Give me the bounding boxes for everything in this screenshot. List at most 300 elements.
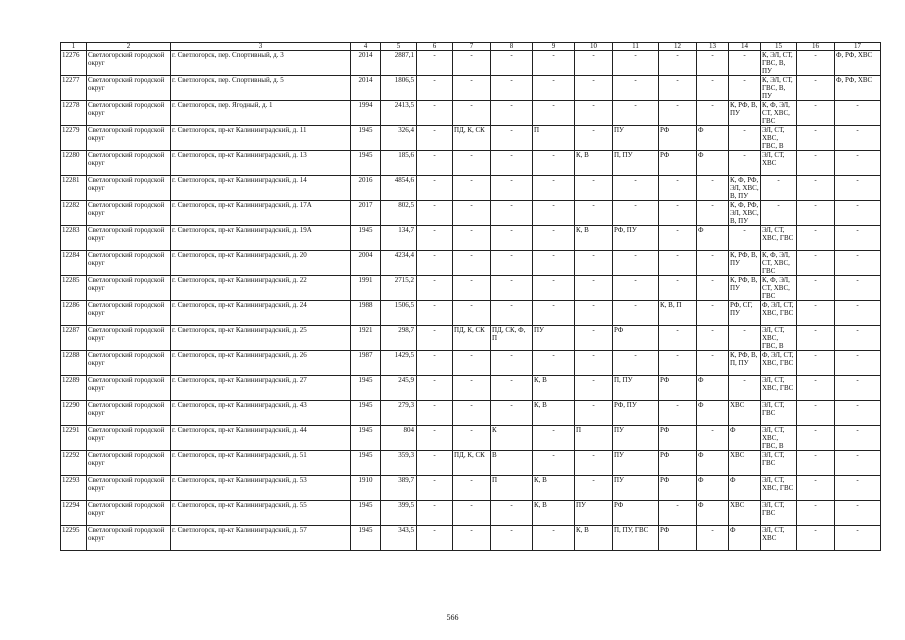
table-cell: 12282 xyxy=(61,201,87,226)
table-cell: РФ xyxy=(659,151,697,176)
table-cell: - xyxy=(491,76,533,101)
table-cell: К, Ф, РФ, ЭЛ, ХВС, В, ПУ xyxy=(730,176,759,200)
table-row xyxy=(61,376,881,401)
table-cell: Светлогорский городской округ xyxy=(87,176,171,201)
table-cell: 2016 xyxy=(351,176,381,201)
table-cell: К, В xyxy=(533,476,575,501)
table-cell: - xyxy=(533,526,575,551)
table-cell: ХВС xyxy=(729,451,761,476)
table-cell: - xyxy=(417,501,453,526)
table-row xyxy=(61,151,881,176)
table-cell: г. Светлогорск, пр-кт Калининградский, д. 19А xyxy=(171,226,351,251)
table-cell: - xyxy=(533,176,575,201)
table-cell: РФ, ПУ xyxy=(613,401,659,426)
table-cell: 1945 xyxy=(351,401,381,426)
table-cell: - xyxy=(575,351,613,376)
table-cell: РФ xyxy=(659,126,697,151)
column-header-1: 1 xyxy=(61,43,87,51)
table-cell: - xyxy=(491,401,533,426)
table-cell: ХВС xyxy=(729,501,761,526)
table-cell: ПД, СК, Ф, П xyxy=(491,326,533,351)
table-cell: - xyxy=(797,351,835,376)
table-cell: - xyxy=(417,526,453,551)
table-cell: - xyxy=(491,301,533,326)
table-cell: - xyxy=(613,276,659,301)
table-cell: 12277 xyxy=(61,76,87,101)
table-cell: - xyxy=(575,126,613,151)
table-cell: - xyxy=(659,176,697,201)
table-cell: Ф xyxy=(697,501,729,526)
table-cell: Светлогорский городской округ xyxy=(87,126,171,151)
table-cell: - xyxy=(697,51,729,76)
table-cell: 2004 xyxy=(351,251,381,276)
table-cell: К, Ф, ЭЛ, СТ, ХВС, ГВС xyxy=(761,276,797,301)
table-cell: К, РФ, В, П, ПУ xyxy=(729,351,761,376)
table-row xyxy=(61,451,881,476)
table-cell: К, В xyxy=(575,151,613,176)
column-header-12: 12 xyxy=(659,43,697,51)
table-cell: - xyxy=(417,426,453,451)
table-cell: Светлогорский городской округ xyxy=(87,51,171,76)
table-cell: Светлогорский городской округ xyxy=(87,501,171,526)
table-cell: РФ xyxy=(613,501,659,526)
table-cell: - xyxy=(797,226,835,251)
table-cell: 2017 xyxy=(351,201,381,226)
column-header-10: 10 xyxy=(575,43,613,51)
table-cell: 2715,2 xyxy=(381,276,417,301)
table-cell: - xyxy=(453,401,491,426)
table-cell: ПУ xyxy=(613,476,659,501)
table-cell: - xyxy=(835,276,881,301)
table-cell: - xyxy=(835,351,881,376)
table-cell: К, ЭЛ, СТ, ГВС, В, ПУ xyxy=(761,51,797,76)
table-row xyxy=(61,351,881,376)
table-cell: 1921 xyxy=(351,326,381,351)
table-cell: - xyxy=(659,101,697,126)
table-cell: - xyxy=(453,426,491,451)
table-cell: 134,7 xyxy=(381,226,417,251)
table-cell: К, В xyxy=(533,501,575,526)
table-cell: К, В, П xyxy=(659,301,697,326)
table-cell: - xyxy=(797,476,835,501)
table-cell: 298,7 xyxy=(381,326,417,351)
table-cell: - xyxy=(835,476,881,501)
table-cell: РФ, ПУ xyxy=(613,226,659,251)
table-cell: К, В xyxy=(533,401,575,426)
table-cell: Светлогорский городской округ xyxy=(87,476,171,501)
table-cell: - xyxy=(659,351,697,376)
table-cell: - xyxy=(533,51,575,76)
table-cell: - xyxy=(613,301,659,326)
table-cell: - xyxy=(697,76,729,101)
table-cell: г. Светлогорск, пр-кт Калининградский, д. 44 xyxy=(171,426,351,451)
table-cell: г. Светлогорск, пр-кт Калининградский, д. 11 xyxy=(171,126,351,151)
table-cell: - xyxy=(491,276,533,301)
table-cell: - xyxy=(613,76,659,101)
table-cell: г. Светлогорск, пр-кт Калининградский, д. 43 xyxy=(171,401,351,426)
table-cell: - xyxy=(797,101,835,126)
table-cell: РФ xyxy=(659,451,697,476)
column-header-11: 11 xyxy=(613,43,659,51)
table-cell: Светлогорский городской округ xyxy=(87,376,171,401)
table-cell: - xyxy=(533,451,575,476)
table-cell: - xyxy=(453,276,491,301)
table-cell: - xyxy=(659,501,697,526)
table-row xyxy=(61,126,881,151)
table-cell: - xyxy=(797,251,835,276)
table-cell: 12288 xyxy=(61,351,87,376)
table-cell: К, РФ, В, ПУ xyxy=(729,251,761,276)
table-cell: Светлогорский городской округ xyxy=(87,451,171,476)
page-number: 566 xyxy=(446,613,459,622)
table-cell: - xyxy=(659,251,697,276)
table-cell: - xyxy=(697,201,729,226)
table-cell: 4854,6 xyxy=(381,176,417,201)
table-cell: 12292 xyxy=(61,451,87,476)
table-cell: - xyxy=(491,151,533,176)
table-cell: - xyxy=(575,101,613,126)
table-cell: - xyxy=(491,176,533,201)
table-cell: - xyxy=(533,351,575,376)
table-cell: Светлогорский городской округ xyxy=(87,151,171,176)
table-cell: г. Светлогорск, пр-кт Калининградский, д. 20 xyxy=(171,251,351,276)
table-cell: г. Светлогорск, пр-кт Калининградский, д. 57 xyxy=(171,526,351,551)
table-cell: - xyxy=(729,226,761,251)
table-cell: - xyxy=(835,251,881,276)
table-cell: - xyxy=(697,276,729,301)
table-cell: 1945 xyxy=(351,426,381,451)
table-cell: П, ПУ, ГВС xyxy=(613,526,659,551)
table-cell: Светлогорский городской округ xyxy=(87,76,171,101)
table-cell: - xyxy=(797,376,835,401)
table-cell: Светлогорский городской округ xyxy=(87,426,171,451)
table-cell: - xyxy=(417,326,453,351)
table-cell: - xyxy=(797,126,835,151)
table-cell: Ф xyxy=(697,451,729,476)
table-cell: ХВС xyxy=(729,401,761,426)
table-cell: 12286 xyxy=(61,301,87,326)
table-cell: 399,5 xyxy=(381,501,417,526)
table-cell: ЭЛ, СТ, ХВС, ГВС xyxy=(761,476,797,501)
column-header-15: 15 xyxy=(761,43,797,51)
table-cell: ЭЛ, СТ, ГВС xyxy=(761,451,797,476)
table-cell: г. Светлогорск, пр-кт Калининградский, д. 25 xyxy=(171,326,351,351)
table-row xyxy=(61,326,881,351)
column-header-14: 14 xyxy=(729,43,761,51)
table-cell: - xyxy=(835,151,881,176)
table-cell: П xyxy=(491,476,533,501)
table-cell: - xyxy=(797,76,835,101)
table-cell: - xyxy=(797,526,835,551)
table-cell: г. Светлогорск, пр-кт Калининградский, д. 27 xyxy=(171,376,351,401)
table-cell: - xyxy=(835,426,881,451)
table-cell: г. Светлогорск, пр-кт Калининградский, д. 51 xyxy=(171,451,351,476)
column-header-16: 16 xyxy=(797,43,835,51)
table-cell: г. Светлогорск, пер. Спортивный, д. 5 xyxy=(171,76,351,101)
table-cell: ПУ xyxy=(533,326,575,351)
register-table xyxy=(60,42,881,551)
table-cell: - xyxy=(453,101,491,126)
table-cell: - xyxy=(491,351,533,376)
table-cell: - xyxy=(533,426,575,451)
table-cell: - xyxy=(575,251,613,276)
table-cell: Светлогорский городской округ xyxy=(87,526,171,551)
table-cell: - xyxy=(797,401,835,426)
table-cell: - xyxy=(453,51,491,76)
table-cell: - xyxy=(697,426,729,451)
table-cell: - xyxy=(835,401,881,426)
table-cell: г. Светлогорск, пр-кт Калининградский, д. 22 xyxy=(171,276,351,301)
table-cell: - xyxy=(729,151,761,176)
table-cell: Ф xyxy=(729,476,761,501)
table-cell: 12279 xyxy=(61,126,87,151)
table-cell: 802,5 xyxy=(381,201,417,226)
table-cell: - xyxy=(797,201,835,226)
table-cell: - xyxy=(417,251,453,276)
table-cell: - xyxy=(797,176,835,201)
table-cell: - xyxy=(659,76,697,101)
table-cell: - xyxy=(797,326,835,351)
table-cell: - xyxy=(797,501,835,526)
table-row xyxy=(61,201,881,226)
table-row xyxy=(61,51,881,76)
table-cell: 12295 xyxy=(61,526,87,551)
table-row xyxy=(61,501,881,526)
table-cell: 2014 xyxy=(351,51,381,76)
table-cell: - xyxy=(417,51,453,76)
column-header-8: 8 xyxy=(491,43,533,51)
table-cell: - xyxy=(453,201,491,226)
table-cell: 12281 xyxy=(61,176,87,201)
table-cell: 1506,5 xyxy=(381,301,417,326)
table-cell: РФ xyxy=(659,526,697,551)
table-cell: - xyxy=(453,151,491,176)
table-cell: - xyxy=(797,276,835,301)
table-cell: - xyxy=(835,201,881,226)
table-cell: 12290 xyxy=(61,401,87,426)
table-cell: ПУ xyxy=(613,426,659,451)
table-cell: - xyxy=(697,326,729,351)
table-cell: Ф xyxy=(697,476,729,501)
table-cell: г. Светлогорск, пер. Спортивный, д. 3 xyxy=(171,51,351,76)
table-cell: - xyxy=(533,151,575,176)
table-cell: - xyxy=(453,226,491,251)
table-cell: 804 xyxy=(381,426,417,451)
table-cell: ПУ xyxy=(613,126,659,151)
table-cell: - xyxy=(697,526,729,551)
table-cell: - xyxy=(417,101,453,126)
table-cell: Ф xyxy=(697,126,729,151)
table-cell: 343,5 xyxy=(381,526,417,551)
table-cell: 1991 xyxy=(351,276,381,301)
table-cell: - xyxy=(659,226,697,251)
table-cell: - xyxy=(533,301,575,326)
table-cell: - xyxy=(613,201,659,226)
table-cell: - xyxy=(729,326,761,351)
column-header-4: 4 xyxy=(351,43,381,51)
table-cell: 1429,5 xyxy=(381,351,417,376)
table-cell: - xyxy=(761,176,797,201)
table-cell: - xyxy=(575,376,613,401)
table-cell: - xyxy=(697,176,729,201)
column-header-9: 9 xyxy=(533,43,575,51)
table-cell: - xyxy=(835,126,881,151)
table-cell: - xyxy=(835,226,881,251)
table-cell: - xyxy=(729,51,761,76)
table-cell: ЭЛ, СТ, ХВС, ГВС, В xyxy=(761,326,797,351)
table-row xyxy=(61,176,881,201)
table-cell: Светлогорский городской округ xyxy=(87,301,171,326)
table-cell: П xyxy=(533,126,575,151)
table-cell: г. Светлогорск, пр-кт Калининградский, д. 26 xyxy=(171,351,351,376)
table-cell: 1945 xyxy=(351,376,381,401)
table-cell: 1910 xyxy=(351,476,381,501)
table-cell: - xyxy=(453,176,491,201)
table-cell: К, В xyxy=(575,226,613,251)
table-cell: - xyxy=(575,326,613,351)
table-cell: - xyxy=(417,451,453,476)
table-cell: РФ xyxy=(659,426,697,451)
table-cell: - xyxy=(417,126,453,151)
table-body xyxy=(61,51,881,551)
column-header-2: 2 xyxy=(87,43,171,51)
column-header-13: 13 xyxy=(697,43,729,51)
table-cell: - xyxy=(613,251,659,276)
table-cell: 245,9 xyxy=(381,376,417,401)
table-cell: Светлогорский городской округ xyxy=(87,351,171,376)
table-cell: - xyxy=(453,476,491,501)
table-cell: 1987 xyxy=(351,351,381,376)
table-cell: К, РФ, В, ПУ xyxy=(729,101,761,126)
table-cell: - xyxy=(417,151,453,176)
column-header-5: 5 xyxy=(381,43,417,51)
table-cell: 12293 xyxy=(61,476,87,501)
table-cell: ПУ xyxy=(613,451,659,476)
table-cell: - xyxy=(613,51,659,76)
table-cell: 1945 xyxy=(351,526,381,551)
table-cell: - xyxy=(491,201,533,226)
table-cell: - xyxy=(453,351,491,376)
table-cell: 1988 xyxy=(351,301,381,326)
table-cell: - xyxy=(533,101,575,126)
table-cell: - xyxy=(575,76,613,101)
table-cell: ПУ xyxy=(575,501,613,526)
table-cell: 12291 xyxy=(61,426,87,451)
table-cell: - xyxy=(797,451,835,476)
table-cell: - xyxy=(453,251,491,276)
table-cell: 389,7 xyxy=(381,476,417,501)
table-cell: РФ xyxy=(659,476,697,501)
table-cell: 2413,5 xyxy=(381,101,417,126)
table-cell: - xyxy=(453,376,491,401)
table-cell: 359,3 xyxy=(381,451,417,476)
table-cell: - xyxy=(797,151,835,176)
table-cell: Ф xyxy=(697,376,729,401)
table-cell: Светлогорский городской округ xyxy=(87,401,171,426)
table-cell: П xyxy=(575,426,613,451)
table-cell: - xyxy=(453,501,491,526)
table-cell: - xyxy=(575,276,613,301)
table-cell: К, ЭЛ, СТ, ГВС, В, ПУ xyxy=(761,76,797,101)
table-cell: - xyxy=(533,251,575,276)
table-cell: - xyxy=(491,526,533,551)
table-cell: - xyxy=(453,301,491,326)
table-cell: - xyxy=(417,401,453,426)
table-cell: - xyxy=(575,301,613,326)
table-cell: 279,3 xyxy=(381,401,417,426)
table-row xyxy=(61,276,881,301)
table-cell: - xyxy=(659,51,697,76)
table-cell: 2887,1 xyxy=(381,51,417,76)
table-cell: г. Светлогорск, пр-кт Калининградский, д. 24 xyxy=(171,301,351,326)
table-cell: - xyxy=(575,401,613,426)
table-cell: Светлогорский городской округ xyxy=(87,276,171,301)
table-cell: Ф xyxy=(729,426,761,451)
table-cell: - xyxy=(575,476,613,501)
table-cell: Ф xyxy=(697,226,729,251)
table-cell: 12287 xyxy=(61,326,87,351)
table-cell: - xyxy=(533,76,575,101)
table-cell: - xyxy=(491,126,533,151)
table-cell: - xyxy=(835,326,881,351)
table-cell: - xyxy=(491,251,533,276)
table-cell: ЭЛ, СТ, ГВС xyxy=(761,501,797,526)
table-cell: ЭЛ, СТ, ХВС xyxy=(761,526,797,551)
table-cell: 1945 xyxy=(351,451,381,476)
table-row xyxy=(61,226,881,251)
table-cell: - xyxy=(453,526,491,551)
table-cell: Светлогорский городской округ xyxy=(87,326,171,351)
table-cell: П, ПУ xyxy=(613,376,659,401)
table-cell: 1945 xyxy=(351,501,381,526)
table-cell: - xyxy=(491,226,533,251)
table-cell: 12278 xyxy=(61,101,87,126)
column-header-17: 17 xyxy=(835,43,881,51)
table-cell: - xyxy=(729,376,761,401)
table-row xyxy=(61,301,881,326)
column-header-3: 3 xyxy=(171,43,351,51)
table-cell: РФ xyxy=(659,376,697,401)
table-cell: ЭЛ, СТ, ГВС xyxy=(761,401,797,426)
table-cell: - xyxy=(491,101,533,126)
table-cell: РФ, СГ, ПУ xyxy=(729,301,761,326)
table-cell: - xyxy=(659,276,697,301)
table-cell: 12280 xyxy=(61,151,87,176)
table-cell: - xyxy=(575,51,613,76)
table-cell: - xyxy=(835,526,881,551)
table-cell: г. Светлогорск, пер. Ягодный, д. 1 xyxy=(171,101,351,126)
table-cell: - xyxy=(575,176,613,201)
table-cell: - xyxy=(797,301,835,326)
table-cell: 1806,5 xyxy=(381,76,417,101)
table-cell: - xyxy=(697,101,729,126)
table-cell: ЭЛ, СТ, ХВС, ГВС xyxy=(761,376,797,401)
table-cell: - xyxy=(491,51,533,76)
table-cell: г. Светлогорск, пр-кт Калининградский, д. 13 xyxy=(171,151,351,176)
table-cell: ПД, К, СК xyxy=(453,451,491,476)
table-cell: - xyxy=(835,501,881,526)
table-cell: Ф xyxy=(697,401,729,426)
table-cell: Ф xyxy=(729,526,761,551)
table-cell: В xyxy=(491,451,533,476)
table-cell: - xyxy=(729,126,761,151)
table-cell: - xyxy=(761,201,797,226)
table-cell: ЭЛ, СТ, ХВС, ГВС, В xyxy=(761,126,797,151)
table-cell: - xyxy=(417,201,453,226)
table-cell: - xyxy=(417,276,453,301)
table-row xyxy=(61,526,881,551)
table-cell: Светлогорский городской округ xyxy=(87,101,171,126)
